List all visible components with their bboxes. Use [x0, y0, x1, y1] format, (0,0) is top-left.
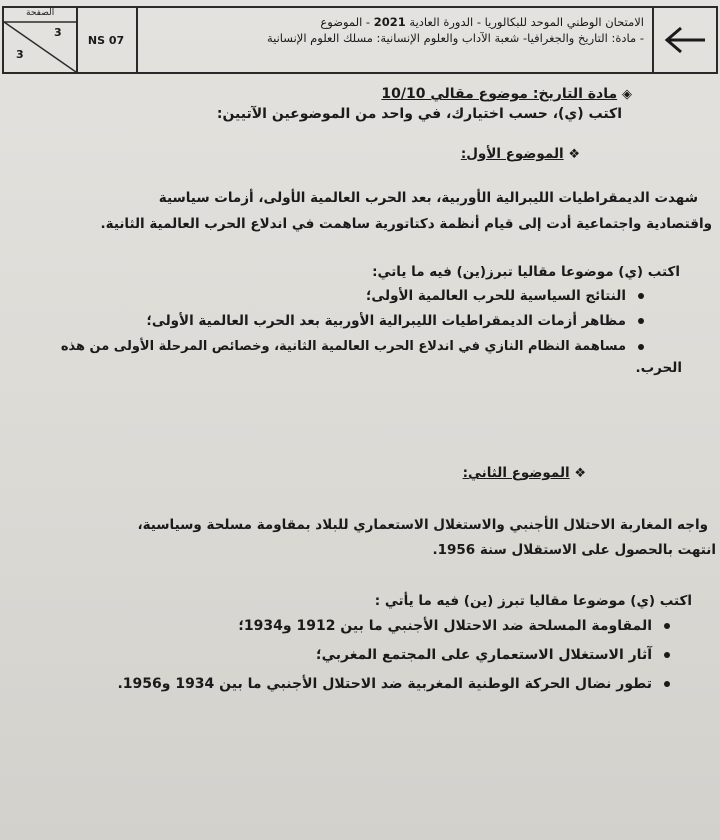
header-line-1: الامتحان الوطني الموحد للبكالوريا - الدورة العادية 2021 - الموضوع [320, 15, 644, 29]
topic2-intro-line2: انتهت بالحصول على الاستقلال سنة 1956. [432, 542, 716, 558]
page-label: الصفحة [26, 8, 55, 18]
page-current: 3 [54, 26, 62, 39]
subject-title: ◈ مادة التاريخ: موضوع مقالي 10/10 [381, 86, 632, 102]
header-line-2: - مادة: التاريخ والجغرافيا- شعبة الآداب والعلوم الإنسانية: مسلك العلوم الإنسانية [266, 31, 644, 45]
four-point-star-icon: ❖ [568, 147, 580, 162]
topic2-item-3: تطور نضال الحركة الوطنية المغربية ضد الاحتلال الأجنبي ما بين 1934 و1956. [117, 676, 670, 692]
topic2-item-1: المقاومة المسلحة ضد الاحتلال الأجنبي ما بين 1912 و1934؛ [238, 618, 670, 634]
bullet-icon [638, 344, 644, 350]
exam-code: NS 07 [76, 8, 138, 72]
page-total: 3 [16, 48, 24, 61]
bullet-icon [638, 293, 644, 299]
header-title [144, 14, 644, 46]
bullet-icon [664, 681, 670, 687]
topic2-heading: ❖ الموضوع الثاني: [462, 465, 586, 481]
topic1-intro-line1: شهدت الديمقراطيات الليبرالية الأوربية، بعد الحرب العالمية الأولى، أزمات سياسية [158, 190, 698, 206]
topic1-item-3: مساهمة النظام النازي في اندلاع الحرب العالمية الثانية، وخصائص المرحلة الأولى من هذه [61, 339, 644, 354]
exam-year: 2021 [373, 15, 406, 29]
bullet-icon [664, 652, 670, 658]
topic1-item-3-cont: الحرب. [635, 360, 682, 376]
topic2-task: اكتب (ي) موضوعا مقاليا تبرز (ين) فيه ما يأتي : [374, 593, 692, 609]
four-point-star-icon: ❖ [574, 466, 586, 481]
topic1-item-2: مظاهر أزمات الديمقراطيات الليبرالية الأوربية بعد الحرب العالمية الأولى؛ [147, 313, 644, 329]
subject-instruction: اكتب (ي)، حسب اختيارك، في واحد من الموضوعين الآتيين: [216, 106, 622, 122]
diamond-bullet-icon: ◈ [622, 87, 632, 102]
topic1-task: اكتب (ي) موضوعا مقاليا تبرز(ين) فيه ما ياتي: [372, 264, 680, 280]
topic1-intro-line2: واقتصادية واجتماعية أدت إلى قيام أنظمة دكتاتورية ساهمت في اندلاع الحرب العالمية الثانية. [100, 216, 712, 232]
bullet-icon [638, 318, 644, 324]
topic2-item-2: آثار الاستغلال الاستعماري على المجتمع المغربي؛ [316, 647, 670, 663]
topic2-intro-line1: واجه المغاربة الاحتلال الأجنبي والاستغلال الاستعماري للبلاد بمقاومة مسلحة وسياسية، [137, 517, 708, 533]
bullet-icon [664, 623, 670, 629]
left-arrow-icon [652, 8, 716, 72]
topic1-heading: ❖ الموضوع الأول: [460, 146, 580, 162]
page-number-box [4, 8, 78, 72]
topic1-item-1: النتائج السياسية للحرب العالمية الأولى؛ [366, 288, 644, 304]
exam-header [2, 6, 718, 74]
